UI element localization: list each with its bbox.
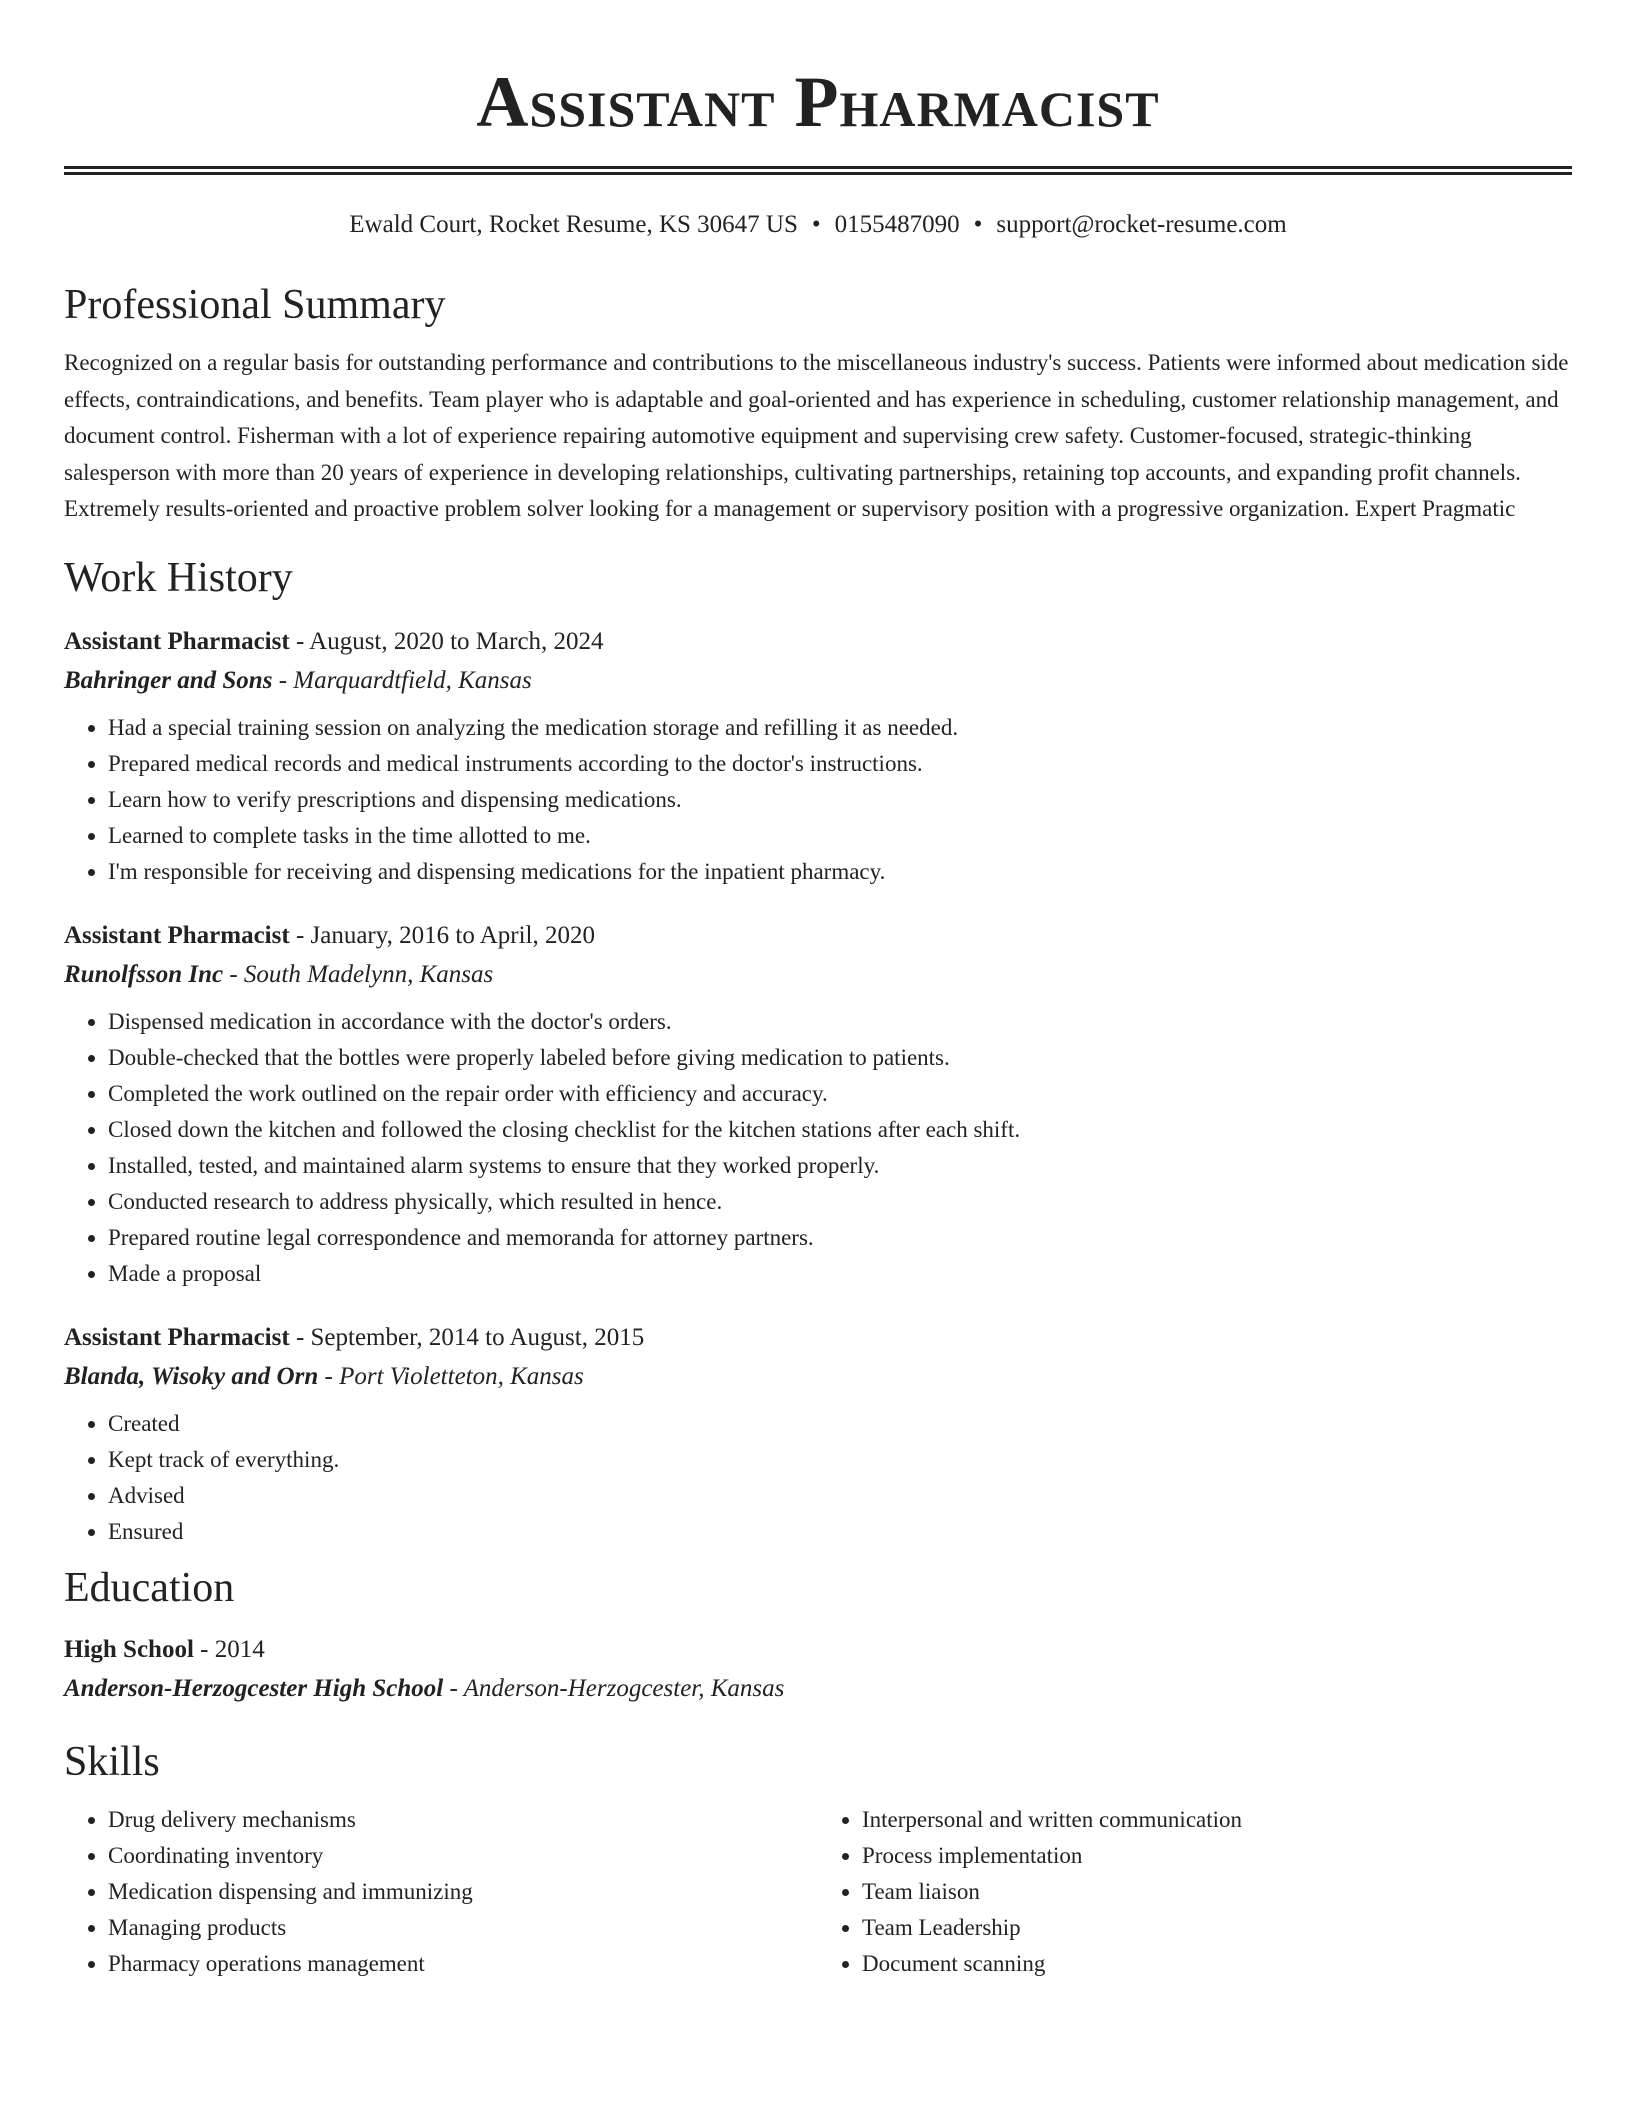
work-history-heading: Work History xyxy=(64,554,293,601)
contact-separator: • xyxy=(973,211,983,238)
education-year: - 2014 xyxy=(193,1635,265,1663)
job-company-line xyxy=(64,661,1572,700)
job-bullet: • Learn how to verify prescriptions and dispensing medications. xyxy=(108,782,1572,818)
job-company: Bahringer and Sons xyxy=(64,666,273,694)
skill-item: • Drug delivery mechanisms xyxy=(108,1802,818,1838)
job-entry xyxy=(64,916,1572,1292)
job-bullet: • Had a special training session on analyzing the medication storage and refilling it as needed. xyxy=(108,710,1572,746)
resume-page xyxy=(64,0,1572,1982)
job-bullets xyxy=(64,710,1572,890)
education-degree-line xyxy=(64,1630,1572,1669)
skills-heading: Skills xyxy=(64,1738,160,1785)
job-bullet: • I'm responsible for receiving and dispensing medications for the inpatient pharmacy. xyxy=(108,854,1572,890)
skill-item: • Team liaison xyxy=(862,1874,1572,1910)
job-bullet: • Learned to complete tasks in the time allotted to me. xyxy=(108,818,1572,854)
summary-text: Recognized on a regular basis for outstanding performance and contributions to the miscellaneous industry's success. Patients were informed about medication side effects, contraindications, and benefits. Team player who is adaptable and goal-oriented and has experience in scheduling, customer relationship management, and document control. Fisherman with a lot of experience repairing automotive equipment and supervising crew safety. Customer-focused, strategic-thinking salesperson with more than 20 years of experience in developing relationships, cultivating partnerships, retaining top accounts, and expanding profit channels. Extremely results-oriented and proactive problem solver looking for a management or supervisory position with a progressive organization. Expert Pragmatic xyxy=(64,350,1569,521)
job-title: Assistant Pharmacist xyxy=(64,921,290,949)
job-bullet: • Closed down the kitchen and followed the closing checklist for the kitchen stations after each shift. xyxy=(108,1112,1572,1148)
work-history-section xyxy=(64,554,1572,1550)
job-location: - Port Violetteton, Kansas xyxy=(318,1362,584,1390)
job-bullet: • Kept track of everything. xyxy=(108,1442,1572,1478)
contact-phone: 0155487090 xyxy=(834,211,960,238)
skill-item: • Medication dispensing and immunizing xyxy=(108,1874,818,1910)
skill-item: • Coordinating inventory xyxy=(108,1838,818,1874)
job-title-line xyxy=(64,916,1572,955)
skill-item: • Document scanning xyxy=(862,1946,1572,1982)
job-dates: - August, 2020 to March, 2024 xyxy=(289,627,604,655)
education-degree: High School xyxy=(64,1635,194,1663)
job-company-line xyxy=(64,955,1572,994)
job-bullet: • Double-checked that the bottles were properly labeled before giving medication to patients. xyxy=(108,1040,1572,1076)
job-company-line xyxy=(64,1357,1572,1396)
job-bullet: • Completed the work outlined on the repair order with efficiency and accuracy. xyxy=(108,1076,1572,1112)
job-bullet: • Ensured xyxy=(108,1514,1572,1550)
skills-section xyxy=(64,1738,1572,1982)
job-bullet: • Conducted research to address physically, which resulted in hence. xyxy=(108,1184,1572,1220)
job-location: - South Madelynn, Kansas xyxy=(223,960,494,988)
job-bullet: • Advised xyxy=(108,1478,1572,1514)
contact-address: Ewald Court, Rocket Resume, KS 30647 US xyxy=(349,211,798,238)
job-company: Blanda, Wisoky and Orn xyxy=(64,1362,319,1390)
skill-item: • Team Leadership xyxy=(862,1910,1572,1946)
job-bullet: • Made a proposal xyxy=(108,1256,1572,1292)
job-bullets xyxy=(64,1004,1572,1292)
summary-section xyxy=(64,281,1572,528)
job-entry xyxy=(64,622,1572,890)
skill-item: • Process implementation xyxy=(862,1838,1572,1874)
skills-left-column xyxy=(64,1802,818,1982)
skill-item: • Pharmacy operations management xyxy=(108,1946,818,1982)
job-title: Assistant Pharmacist xyxy=(64,1323,290,1351)
summary-heading: Professional Summary xyxy=(64,282,446,328)
job-location: - Marquardtfield, Kansas xyxy=(272,666,532,694)
contact-line xyxy=(64,209,1572,241)
job-dates: - September, 2014 to August, 2015 xyxy=(289,1323,645,1351)
job-bullet: • Installed, tested, and maintained alarm systems to ensure that they worked properly. xyxy=(108,1148,1572,1184)
job-title-line xyxy=(64,1318,1572,1357)
job-bullets xyxy=(64,1406,1572,1550)
education-heading: Education xyxy=(64,1564,235,1611)
skills-right-column xyxy=(818,1802,1572,1982)
job-bullet: • Dispensed medication in accordance with the doctor's orders. xyxy=(108,1004,1572,1040)
job-bullet: • Prepared medical records and medical instruments according to the doctor's instructions. xyxy=(108,746,1572,782)
job-bullet: • Prepared routine legal correspondence and memoranda for attorney partners. xyxy=(108,1220,1572,1256)
education-school: Anderson-Herzogcester High School xyxy=(64,1674,444,1702)
education-school-line xyxy=(64,1669,1572,1708)
contact-separator: • xyxy=(811,211,821,238)
skill-item: • Interpersonal and written communication xyxy=(862,1802,1572,1838)
job-company: Runolfsson Inc xyxy=(64,960,224,988)
job-title-line xyxy=(64,622,1572,661)
candidate-name: Assistant Pharmacist xyxy=(476,62,1160,142)
job-dates: - January, 2016 to April, 2020 xyxy=(289,921,595,949)
skills-columns xyxy=(64,1802,1572,1982)
header-double-rule xyxy=(64,166,1572,175)
education-location: - Anderson-Herzogcester, Kansas xyxy=(443,1674,785,1702)
contact-email: support@rocket-resume.com xyxy=(996,211,1287,238)
job-entry xyxy=(64,1318,1572,1550)
job-bullet: • Created xyxy=(108,1406,1572,1442)
education-entry xyxy=(64,1630,1572,1708)
skill-item: • Managing products xyxy=(108,1910,818,1946)
job-title: Assistant Pharmacist xyxy=(64,627,290,655)
education-section xyxy=(64,1564,1572,1708)
